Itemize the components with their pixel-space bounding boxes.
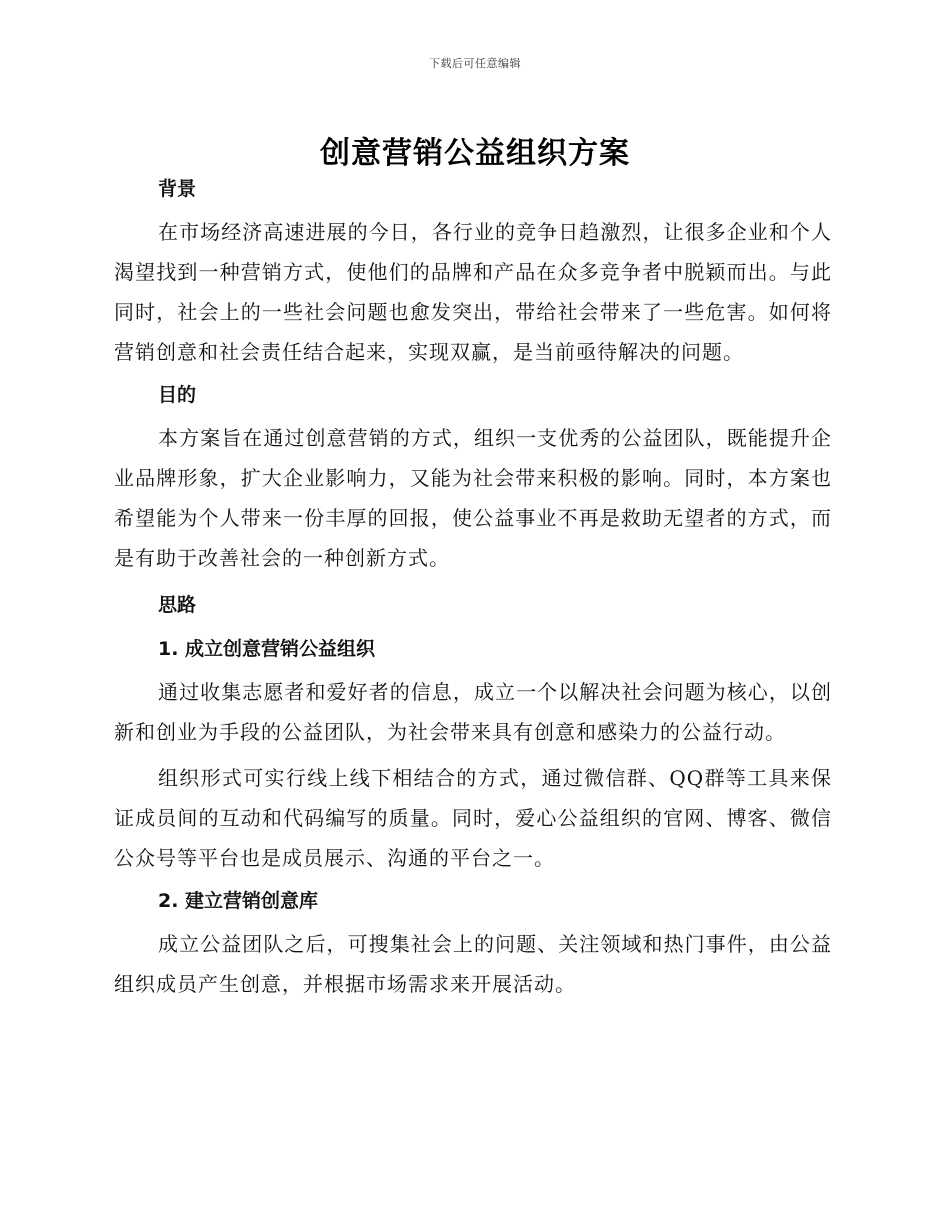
paragraph-background: 在市场经济高速进展的今日，各行业的竞争日趋激烈，让很多企业和个人渴望找到一种营销方式，使他们的品牌和产品在众多竞争者中脱颖而出。与此同时，社会上的一些社会问题也愈发突出，带给社会带来了一些危害。如何将营销创意和社会责任结合起来，实现双赢，是当前亟待解决的问题。 — [114, 220, 832, 364]
heading-background: 背景 — [158, 178, 197, 200]
header-note: 下载后可任意编辑 — [429, 57, 521, 70]
paragraph-sub2-a: 成立公益团队之后，可搜集社会上的问题、关注领域和热门事件，由公益组织成员产生创意，并根据市场需求来开展活动。 — [114, 932, 832, 996]
document-title: 创意营销公益组织方案 — [320, 136, 630, 171]
paragraph-purpose: 本方案旨在通过创意营销的方式，组织一支优秀的公益团队，既能提升企业品牌形象，扩大企业影响力，又能为社会带来积极的影响。同时，本方案也希望能为个人带来一份丰厚的回报，使公益事业不再是救助无望者的方式，而是有助于改善社会的一种创新方式。 — [114, 426, 832, 570]
paragraph-sub1-a: 通过收集志愿者和爱好者的信息，成立一个以解决社会问题为核心，以创新和创业为手段的公益团队，为社会带来具有创意和感染力的公益行动。 — [114, 680, 832, 744]
heading-sub2: 2. 建立营销创意库 — [158, 890, 319, 912]
paragraph-sub1-b: 组织形式可实行线上线下相结合的方式，通过微信群、QQ群等工具来保证成员间的互动和代码编写的质量。同时，爱心公益组织的官网、博客、微信公众号等平台也是成员展示、沟通的平台之一。 — [114, 766, 832, 870]
heading-approach: 思路 — [158, 594, 197, 616]
document-body — [114, 172, 832, 1004]
heading-sub1: 1. 成立创意营销公益组织 — [158, 638, 376, 660]
heading-purpose: 目的 — [158, 384, 197, 406]
